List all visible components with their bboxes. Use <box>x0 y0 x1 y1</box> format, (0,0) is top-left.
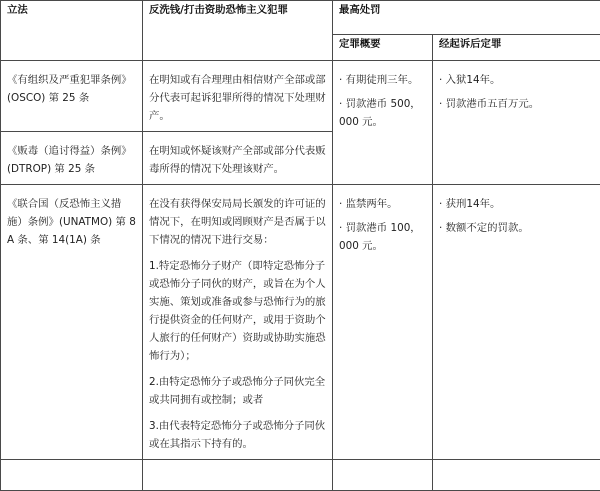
law-cell: 《有组织及严重犯罪条例》(OSCO) 第 25 条 <box>1 61 143 132</box>
offence-cell <box>143 185 333 460</box>
penalty-item: · 罚款港币 100，000 元。 <box>339 219 426 255</box>
empty-cell <box>143 460 333 491</box>
offence-cell <box>143 61 333 132</box>
table-row <box>1 185 600 460</box>
header-legislation: 立法 <box>1 1 143 61</box>
penalty-item: · 监禁两年。 <box>339 195 426 213</box>
header-offence: 反洗钱/打击资助恐怖主义犯罪 <box>143 1 333 61</box>
offence-text: 在没有获得保安局局长颁发的许可证的情况下，在明知或罔顾财产是否属于以下情况的情况下进行交易： <box>149 195 326 249</box>
empty-cell <box>1 460 143 491</box>
offence-text: 2.由特定恐怖分子或恐怖分子同伙完全或共同拥有或控制；或者 <box>149 373 326 409</box>
indictment-penalty-cell <box>433 61 600 185</box>
offence-text: 1.特定恐怖分子财产（即特定恐怖分子或恐怖分子同伙的财产，或旨在为个人实施、策划或准备或参与恐怖行为的旅行提供资金的任何财产，或用于资助个人旅行的任何财产）资助或协助实施恐怖行为）； <box>149 257 326 365</box>
penalty-item: · 获刑14年。 <box>439 195 594 213</box>
penalty-item: · 罚款港币五百万元。 <box>439 95 594 113</box>
header-row <box>1 1 600 35</box>
law-cell: 《贩毒（追讨得益）条例》(DTROP) 第 25 条 <box>1 132 143 185</box>
offence-text: 在明知或怀疑该财产全部或部分代表贩毒所得的情况下处理该财产。 <box>149 142 326 178</box>
header-max-penalty: 最高处罚 <box>333 1 600 35</box>
penalty-item: · 数额不定的罚款。 <box>439 219 594 237</box>
offence-text: 在明知或有合理理由相信财产全部或部分代表可起诉犯罪所得的情况下处理财产。 <box>149 71 326 125</box>
table-row <box>1 460 600 491</box>
penalty-item: · 罚款港币 500，000 元。 <box>339 95 426 131</box>
law-cell: 《联合国（反恐怖主义措施）条例》(UNATMO) 第 8A 条、第 14(1A) 条 <box>1 185 143 460</box>
indictment-penalty-cell <box>433 185 600 460</box>
offence-text: 3.由代表特定恐怖分子或恐怖分子同伙或在其指示下持有的。 <box>149 417 326 453</box>
header-summary: 定罪概要 <box>333 35 433 61</box>
offence-cell <box>143 132 333 185</box>
empty-cell <box>433 460 600 491</box>
penalty-item: · 入狱14年。 <box>439 71 594 89</box>
table-row <box>1 61 600 132</box>
empty-cell <box>333 460 433 491</box>
summary-penalty-cell <box>333 61 433 185</box>
summary-penalty-cell <box>333 185 433 460</box>
penalty-item: · 有期徒刑三年。 <box>339 71 426 89</box>
header-indictment: 经起诉后定罪 <box>433 35 600 61</box>
